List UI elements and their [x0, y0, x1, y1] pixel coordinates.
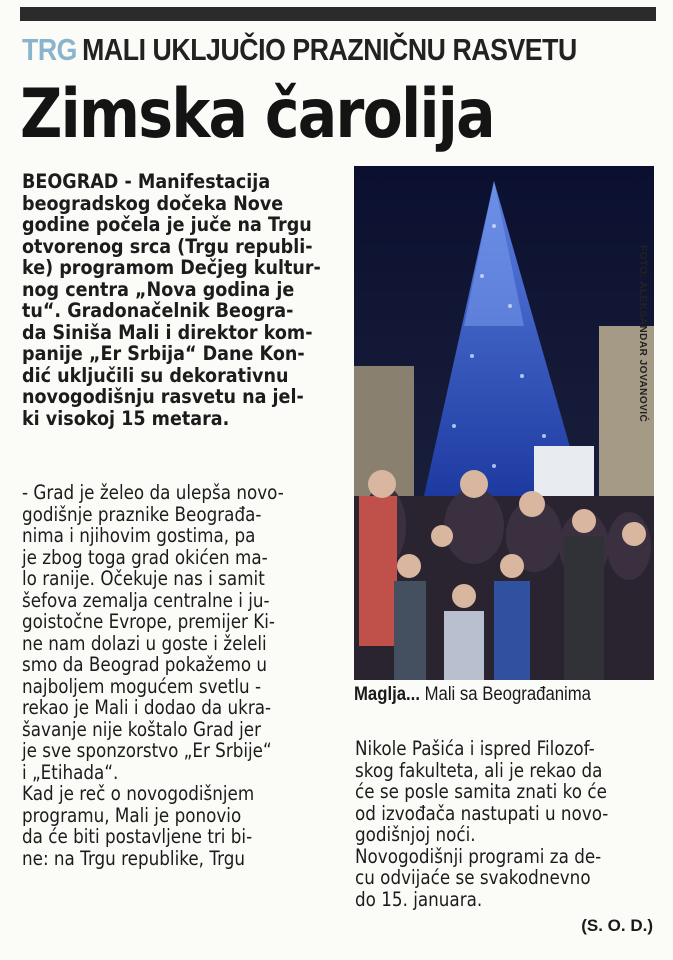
- body-line: šefova zemalja centralne i ju-: [22, 588, 270, 612]
- lead-line: godine počela je juče na Trgu: [22, 213, 312, 236]
- body-line: godišnjoj noći.: [355, 823, 476, 846]
- body-line: - Grad je želeo da ulepša novo-: [22, 481, 284, 504]
- caption-text: Mali sa Beograđanima: [419, 684, 591, 705]
- body-line: ne: na Trgu republike, Trgu: [22, 846, 245, 870]
- kicker: [22, 30, 577, 70]
- body-line: goistočne Evrope, premijer Ki-: [22, 610, 275, 633]
- body-line: šavanje nije koštalo Grad jer: [22, 717, 261, 741]
- headline: Zimska čarolija: [20, 75, 494, 154]
- lead-line: dić uključili su dekorativnu: [22, 363, 289, 387]
- body-line: cu odvijaće se svakodnevno: [355, 866, 591, 889]
- lead-line: BEOGRAD - Manifestacija: [22, 170, 271, 193]
- lead-line: panije „Er Srbija“ Dane Kon-: [22, 342, 305, 365]
- body-line: skog fakulteta, ali je rekao da: [355, 758, 603, 782]
- kicker-tag: TRG: [22, 32, 77, 67]
- body-line: da će biti postavljene tri bi-: [22, 825, 253, 848]
- body-line: smo da Beograd pokažemo u: [22, 653, 268, 676]
- body-line: Novogodišnji programi za de-: [355, 844, 602, 868]
- body-left-column: [22, 482, 326, 869]
- top-rule: [20, 7, 656, 21]
- body-line: programu, Mali je ponovio: [22, 803, 242, 827]
- body-line: lo ranije. Očekuje nas i samit: [22, 567, 265, 590]
- lead-line: beogradskog dočeka Nove: [22, 191, 284, 215]
- lead-paragraph: [22, 171, 354, 429]
- body-line: od izvođača nastupati u novo-: [355, 801, 609, 825]
- body-line: najboljem mogućem svetlu -: [22, 674, 262, 698]
- photo-credit: FOTO: ALEKSANDAR JOVANOVIĆ: [637, 245, 648, 423]
- news-photo: [354, 166, 654, 680]
- author-signature: (S. O. D.): [581, 916, 653, 935]
- body-line: do 15. januara.: [355, 887, 483, 911]
- kicker-text: MALI UKLJUČIO PRAZNIČNU RASVETU: [82, 32, 577, 67]
- lead-line: nog centra „Nova godina je: [22, 277, 295, 301]
- lead-line: da Siniša Mali i direktor kom-: [22, 320, 313, 344]
- photo-caption: [354, 684, 591, 706]
- body-line: nima i njihovim gostima, pa: [22, 524, 256, 547]
- lead-line: novogodišnju rasvetu na jel-: [22, 385, 304, 408]
- body-line: i „Etihada“.: [22, 760, 119, 784]
- body-line: je zbog toga grad okićen ma-: [22, 545, 268, 569]
- body-line: rekao je Mali i dodao da ukra-: [22, 696, 272, 719]
- body-line: će se posle samita znati ko će: [355, 780, 607, 803]
- body-line: godišnje praznike Beograđa-: [22, 502, 262, 526]
- lead-line: ki visokoj 15 metara.: [22, 406, 230, 430]
- body-line: Nikole Pašića i ispred Filozof-: [355, 737, 595, 760]
- lead-line: ke) programom Dečjeg kultur-: [22, 256, 321, 279]
- caption-lead: Maglja...: [354, 684, 420, 705]
- body-line: ne nam dolazi u goste i želeli: [22, 631, 267, 655]
- body-line: Kad je reč o novogodišnjem: [22, 782, 255, 805]
- body-line: je sve sponzorstvo „Er Srbije“: [22, 739, 272, 762]
- lead-line: tu“. Gradonačelnik Beogra-: [22, 299, 294, 322]
- lead-line: otvorenog srca (Trgu republi-: [22, 234, 313, 258]
- body-right-column: [355, 738, 650, 910]
